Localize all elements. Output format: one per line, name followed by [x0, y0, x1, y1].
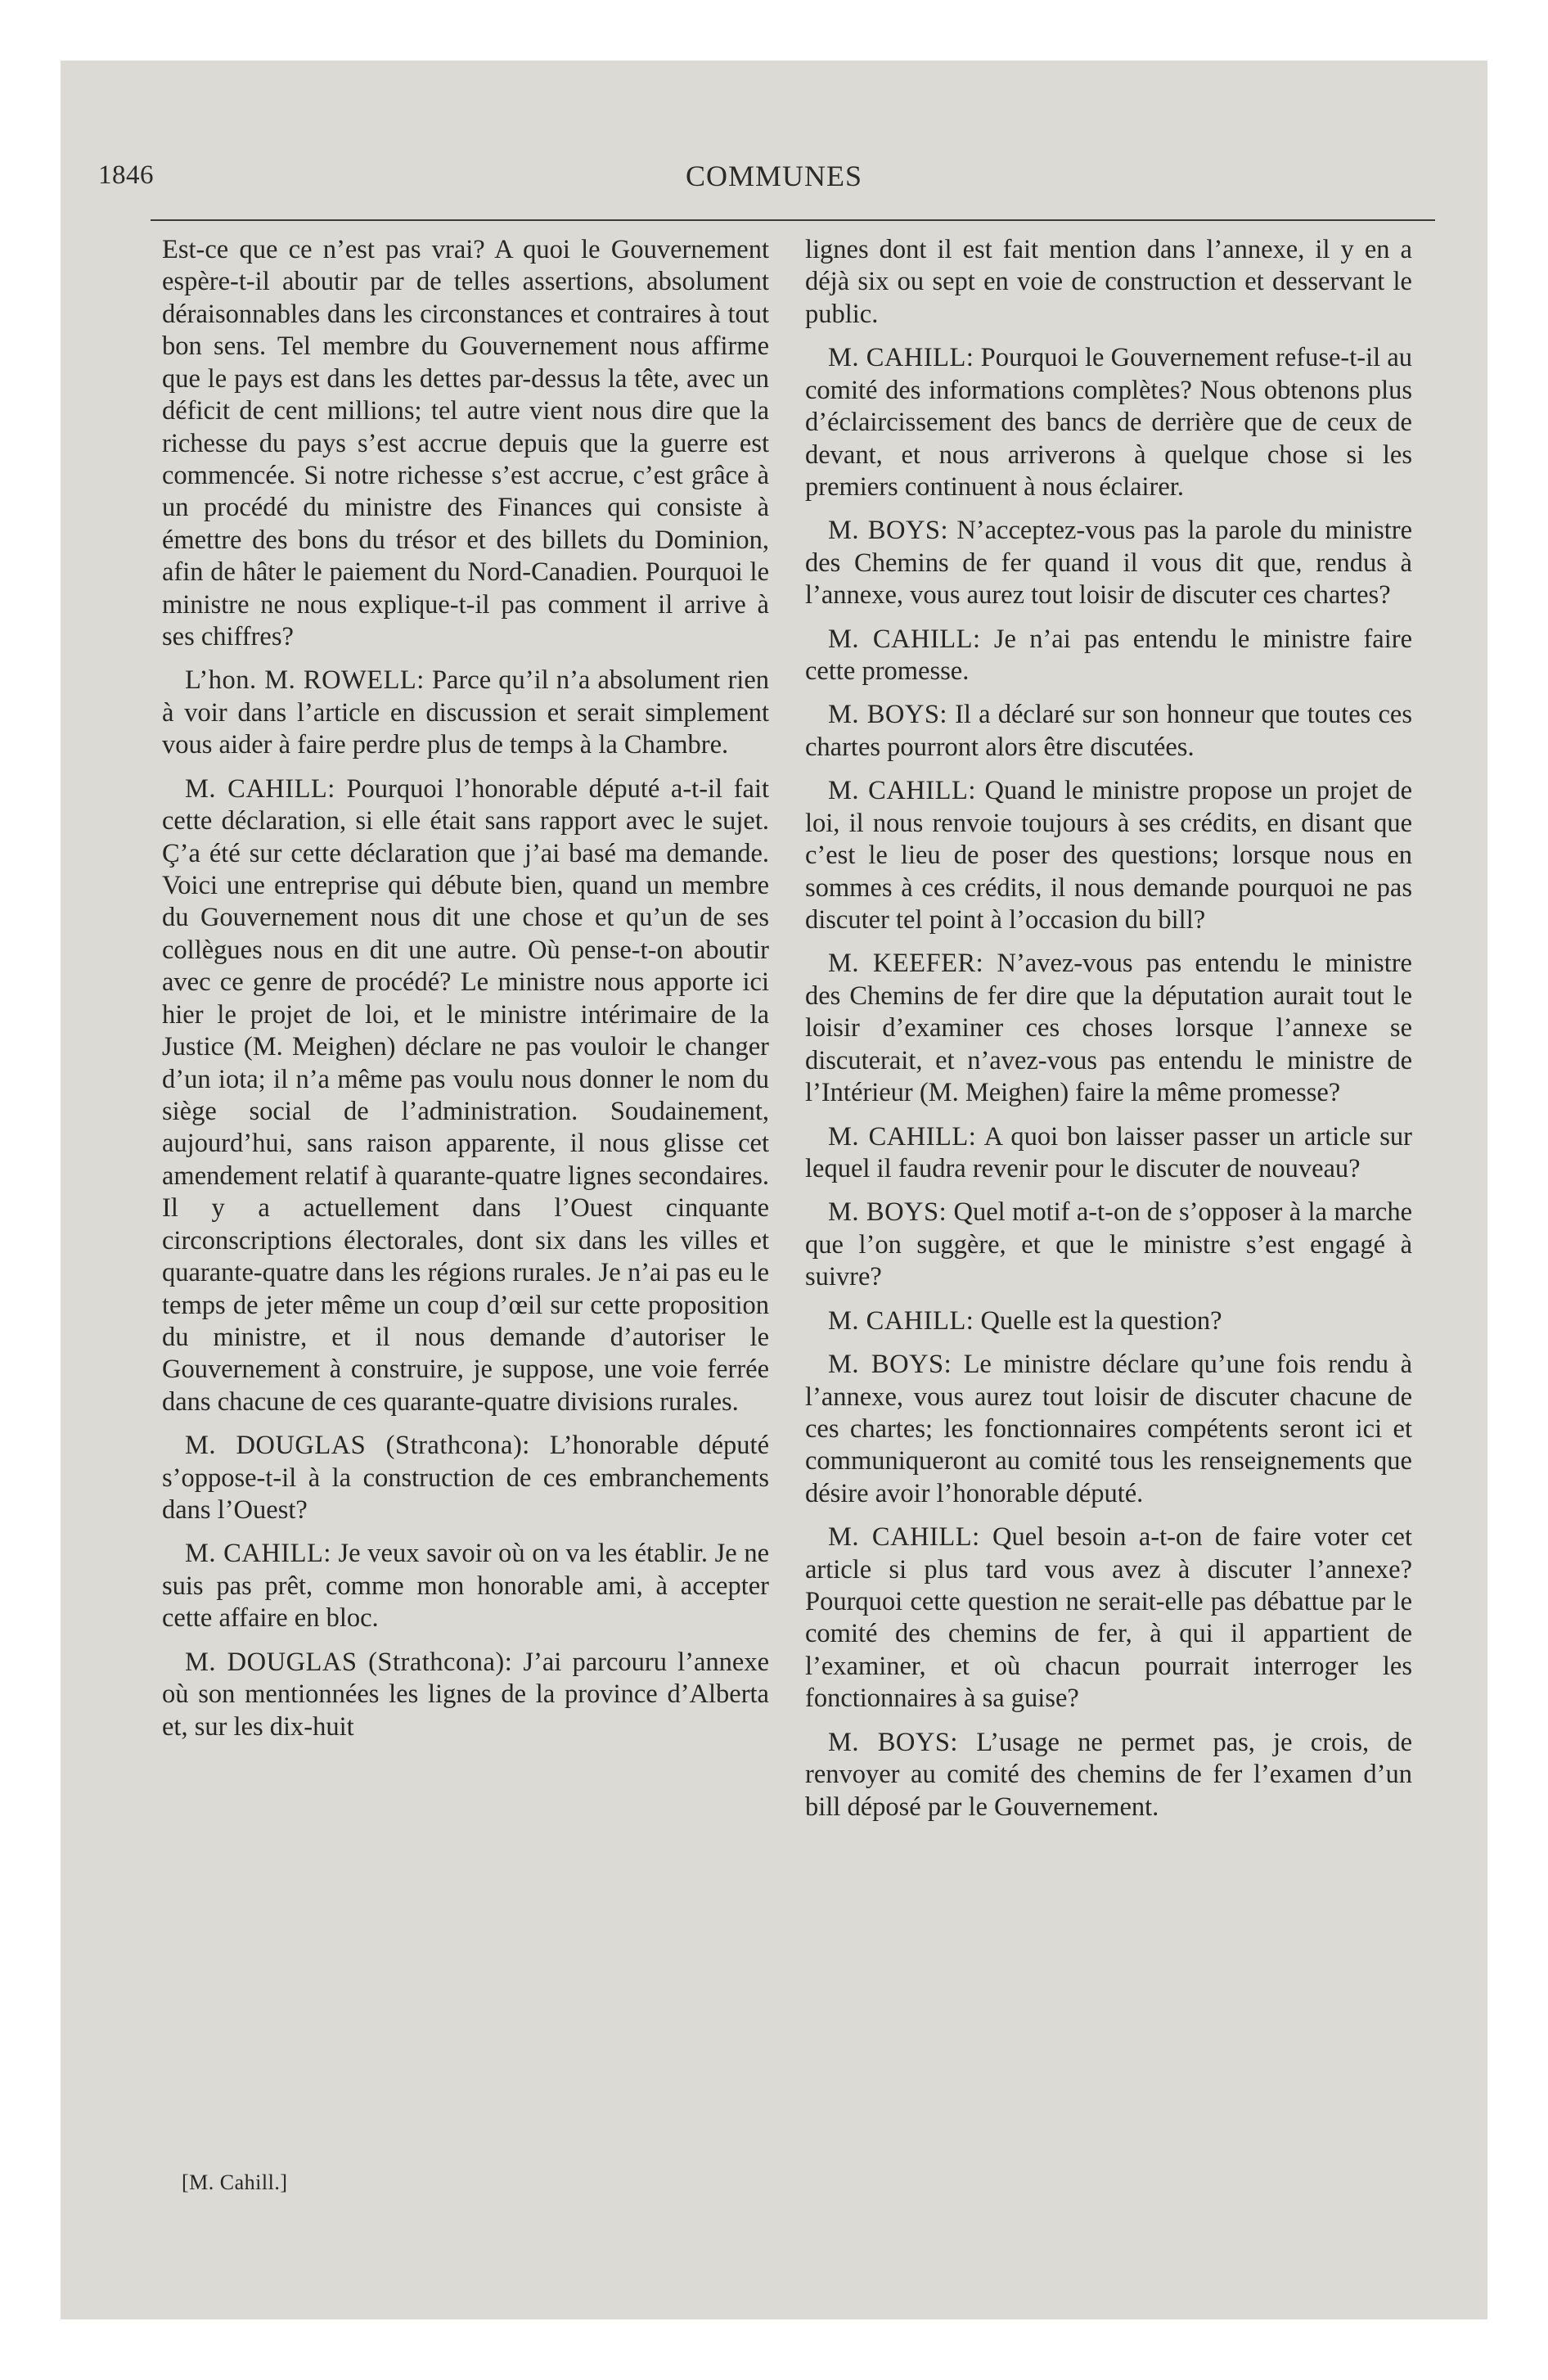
speech-paragraph — [805, 948, 1412, 1109]
speaker-name: M. CAHILL: — [828, 1522, 980, 1553]
continued-paragraph — [162, 234, 769, 653]
continued-paragraph — [805, 234, 1412, 331]
speaker-name: M. CAHILL: — [828, 1305, 974, 1336]
speech-text: L’honorable député s’oppose-t-il à la construction de ces embranchements dans l’Ouest? — [162, 1431, 769, 1526]
running-header-title: COMMUNES — [685, 160, 863, 192]
speech-paragraph — [162, 1430, 769, 1526]
speech-paragraph — [162, 665, 769, 761]
speech-paragraph — [805, 342, 1412, 503]
speech-paragraph — [162, 1538, 769, 1634]
speech-text: Quel besoin a-t-on de faire voter cet article si plus tard vous avez à discuter l’annexe? Pourquoi cette question ne serait-elle pas débattue par le comité des chemins de fer, à qui il appartient de l’examiner, et où chacun pourrait interroger les fonctionnaires à sa guise? — [805, 1522, 1413, 1714]
speech-paragraph — [162, 773, 769, 1418]
left-column — [162, 234, 769, 1755]
speaker-name: M. CAHILL: — [828, 624, 981, 654]
right-column — [805, 234, 1412, 1835]
speech-text: L’usage ne permet pas, je crois, de renvoyer au comité des chemins de fer l’examen d’un bill déposé par le Gouvernement. — [805, 1727, 1413, 1822]
speech-paragraph — [805, 1349, 1412, 1510]
speaker-name: M. CAHILL: — [185, 773, 335, 804]
speech-paragraph — [162, 1647, 769, 1743]
speech-text: Pourquoi le Gouvernement refuse-t-il au comité des informations complètes? Nous obtenons plus d’éclaircissement des bancs de derrière que de ceux de devant, et nous arriverons à quelque chose si les premiers continuent à nous éclairer. — [805, 343, 1413, 502]
speech-text: J’ai parcouru l’annexe où son mentionnées les lignes de la province d’Alberta et, sur les dix-huit — [162, 1647, 769, 1742]
speaker-name: M. DOUGLAS (Strathcona): — [185, 1647, 513, 1677]
speaker-name: M. CAHILL: — [185, 1539, 331, 1569]
speaker-name: M. BOYS: — [828, 516, 949, 546]
speaker-name: M. BOYS: — [828, 1350, 952, 1380]
speech-paragraph — [805, 624, 1412, 688]
speaker-name: M. CAHILL: — [828, 1121, 977, 1152]
speaker-name: M. CAHILL: — [828, 343, 974, 373]
speech-text: Quel motif a-t-on de s’opposer à la marche que l’on suggère, et que le ministre s’est engagé à suivre? — [805, 1197, 1412, 1292]
speech-paragraph — [805, 1121, 1412, 1186]
speaker-name: M. DOUGLAS (Strathcona): — [185, 1431, 530, 1461]
speech-paragraph — [805, 1305, 1412, 1337]
header-rule — [151, 219, 1435, 221]
speech-text: Il a déclaré sur son honneur que toutes ces chartes pourront alors être discutées. — [805, 700, 1412, 762]
speech-text: Parce qu’il n’a absolument rien à voir dans l’article en discussion et serait simplement vous aider à faire perdre plus de temps à la Chambre. — [162, 665, 770, 760]
speech-paragraph — [805, 1521, 1412, 1715]
speaker-name: M. BOYS: — [828, 1197, 947, 1228]
speech-text: Est-ce que ce n’est pas vrai? A quoi le Gouvernement espère-t-il aboutir par de telles assertions, absolument déraisonnables dans les circonstances et contraires à tout bon sens. Tel membre du Gouvernement nous affirme que le pays est dans les dettes par-dessus la tête, avec un déficit de cent millions; tel autre vient nous dire que la richesse du pays s’est accrue depuis que la guerre est commencée. Si notre richesse s’est accrue, c’est grâce à un procédé du ministre des Finances qui consiste à émettre des bons du trésor et des billets du Dominion, afin de hâter le paiement du Nord-Canadien. Pourquoi le ministre ne nous explique-t-il pas comment il arrive à ses chiffres? — [162, 235, 769, 652]
speaker-name: L’hon. M. ROWELL: — [185, 665, 425, 696]
speech-text: Quelle est la question? — [980, 1305, 1222, 1336]
speech-text: N’avez-vous pas entendu le ministre des Chemins de fer dire que la députation aurait tout le loisir d’examiner ces choses lorsque l’annexe se discuterait, et n’avez-vous pas entendu le ministre de l’Intérieur (M. Meighen) faire la même promesse? — [805, 949, 1412, 1108]
speech-text: lignes dont il est fait mention dans l’annexe, il y en a déjà six ou sept en voie de construction et desservant le public. — [805, 235, 1412, 329]
speaker-name: M. KEEFER: — [828, 949, 984, 979]
speech-paragraph — [805, 1197, 1412, 1293]
footer-attribution: [M. Cahill.] — [182, 2170, 288, 2194]
speaker-name: M. BOYS: — [828, 1727, 958, 1757]
speech-paragraph — [805, 775, 1412, 936]
speech-text: Je veux savoir où on va les établir. Je ne suis pas prêt, comme mon honorable ami, à accepter cette affaire en bloc. — [162, 1539, 770, 1634]
speech-text: Quand le ministre propose un projet de loi, il nous renvoie toujours à ses crédits, en disant que c’est le lieu de poser des questions; lorsque nous en sommes à ces crédits, il nous demande pourquoi ne pas discuter tel point à l’occasion du bill? — [805, 776, 1413, 935]
speech-paragraph — [805, 1727, 1412, 1823]
speech-paragraph — [805, 515, 1412, 611]
speech-text: N’acceptez-vous pas la parole du ministre des Chemins de fer quand il vous dit que, rendus à l’annexe, vous aurez tout loisir de discuter ces chartes? — [805, 516, 1413, 611]
page-number: 1846 — [98, 160, 154, 190]
speech-paragraph — [805, 699, 1412, 764]
speech-text: A quoi bon laisser passer un article sur lequel il faudra revenir pour le discuter de nouveau? — [805, 1121, 1412, 1183]
speaker-name: M. CAHILL: — [828, 776, 976, 806]
speech-text: Je n’ai pas entendu le ministre faire cette promesse. — [805, 624, 1412, 687]
speech-text: Pourquoi l’honorable député a-t-il fait cette déclaration, si elle était sans rapport avec le sujet. Ç’a été sur cette déclaration que j’ai basé ma demande. Voici une entreprise qui débute bien, quand un membre du Gouvernement nous dit une chose et qu’un de ses collègues nous en dit une autre. Où pense-t-on aboutir avec ce genre de procédé? Le ministre nous apporte ici hier le projet de loi, et le ministre intérimaire de la Justice (M. Meighen) déclare ne pas vouloir le changer d’un iota; il n’a même pas voulu nous donner le nom du siège social de l’administration. Soudainement, aujourd’hui, sans raison apparente, il nous glisse cet amendement relatif à quarante-quatre lignes secondaires. Il y a actuellement dans l’Ouest cinquante circonscriptions électorales, dont six dans les villes et quarante-quatre dans les régions rurales. Je n’ai pas eu le temps de jeter même un coup d’œil sur cette proposition du ministre, et il nous demande d’autoriser le Gouvernement à construire, je suppose, une voie ferrée dans chacune de ces quarante-quatre divisions rurales. — [162, 773, 770, 1417]
speaker-name: M. BOYS: — [828, 700, 947, 730]
speech-text: Le ministre déclare qu’une fois rendu à l’annexe, vous aurez tout loisir de discuter chacune de ces chartes; les fonctionnaires compétents seront ici et communiqueront au comité tous les renseignements que désire avoir l’honorable député. — [805, 1350, 1413, 1508]
